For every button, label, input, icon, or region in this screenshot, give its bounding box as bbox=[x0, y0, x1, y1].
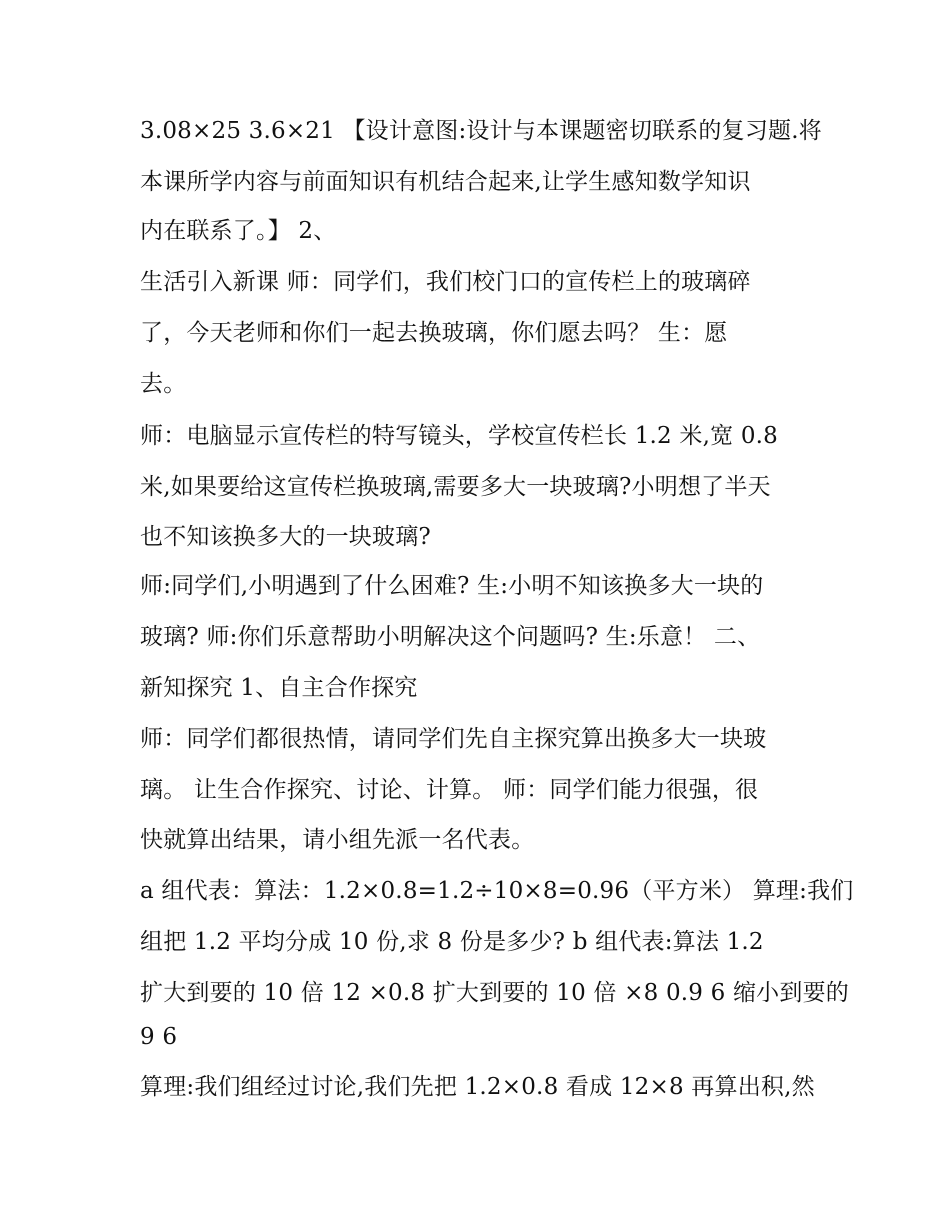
text-line: 米,如果要给这宣传栏换玻璃,需要多大一块玻璃?小明想了半天 bbox=[140, 474, 771, 500]
text-line: 师：同学们都很热情，请同学们先自主探究算出换多大一块玻 bbox=[140, 726, 767, 752]
text-line: 师：电脑显示宣传栏的特写镜头，学校宣传栏长 1.2 米,宽 0.8 bbox=[140, 423, 778, 449]
text-line: 生活引入新课 师：同学们，我们校门口的宣传栏上的玻璃碎 bbox=[140, 269, 751, 295]
text-line: 扩大到要的 10 倍 12 ×0.8 扩大到要的 10 倍 ×8 0.9 6 缩小到要的 bbox=[140, 980, 849, 1006]
text-line: 了，今天老师和你们一起去换玻璃，你们愿去吗？ 生：愿 bbox=[140, 320, 728, 346]
text-line: 内在联系了。】 2、 bbox=[140, 218, 337, 244]
text-line: 组把 1.2 平均分成 10 份,求 8 份是多少? b 组代表:算法 1.2 bbox=[140, 929, 764, 955]
text-line: 快就算出结果，请小组先派一名代表。 bbox=[140, 827, 535, 853]
text-line: 3.08×25 3.6×21 【设计意图:设计与本课题密切联系的复习题.将 bbox=[140, 118, 822, 144]
text-line: 玻璃? 师:你们乐意帮助小明解决这个问题吗? 生:乐意！ 二、 bbox=[140, 624, 761, 650]
text-line: 算理:我们组经过讨论,我们先把 1.2×0.8 看成 12×8 再算出积,然 bbox=[140, 1074, 815, 1100]
text-line: 去。 bbox=[140, 371, 187, 397]
text-line: 本课所学内容与前面知识有机结合起来,让学生感知数学知识 bbox=[140, 169, 751, 195]
text-line: 也不知该换多大的一块玻璃? bbox=[140, 524, 431, 550]
text-line: 新知探究 1、自主合作探究 bbox=[140, 675, 418, 701]
text-line: a 组代表：算法：1.2×0.8=1.2÷10×8=0.96（平方米） 算理:我们 bbox=[140, 878, 854, 904]
text-line: 璃。 让生合作探究、讨论、计算。 师：同学们能力很强，很 bbox=[140, 777, 759, 803]
text-line: 9 6 bbox=[140, 1024, 178, 1050]
text-line: 师:同学们,小明遇到了什么困难? 生:小明不知该换多大一块的 bbox=[140, 573, 764, 599]
